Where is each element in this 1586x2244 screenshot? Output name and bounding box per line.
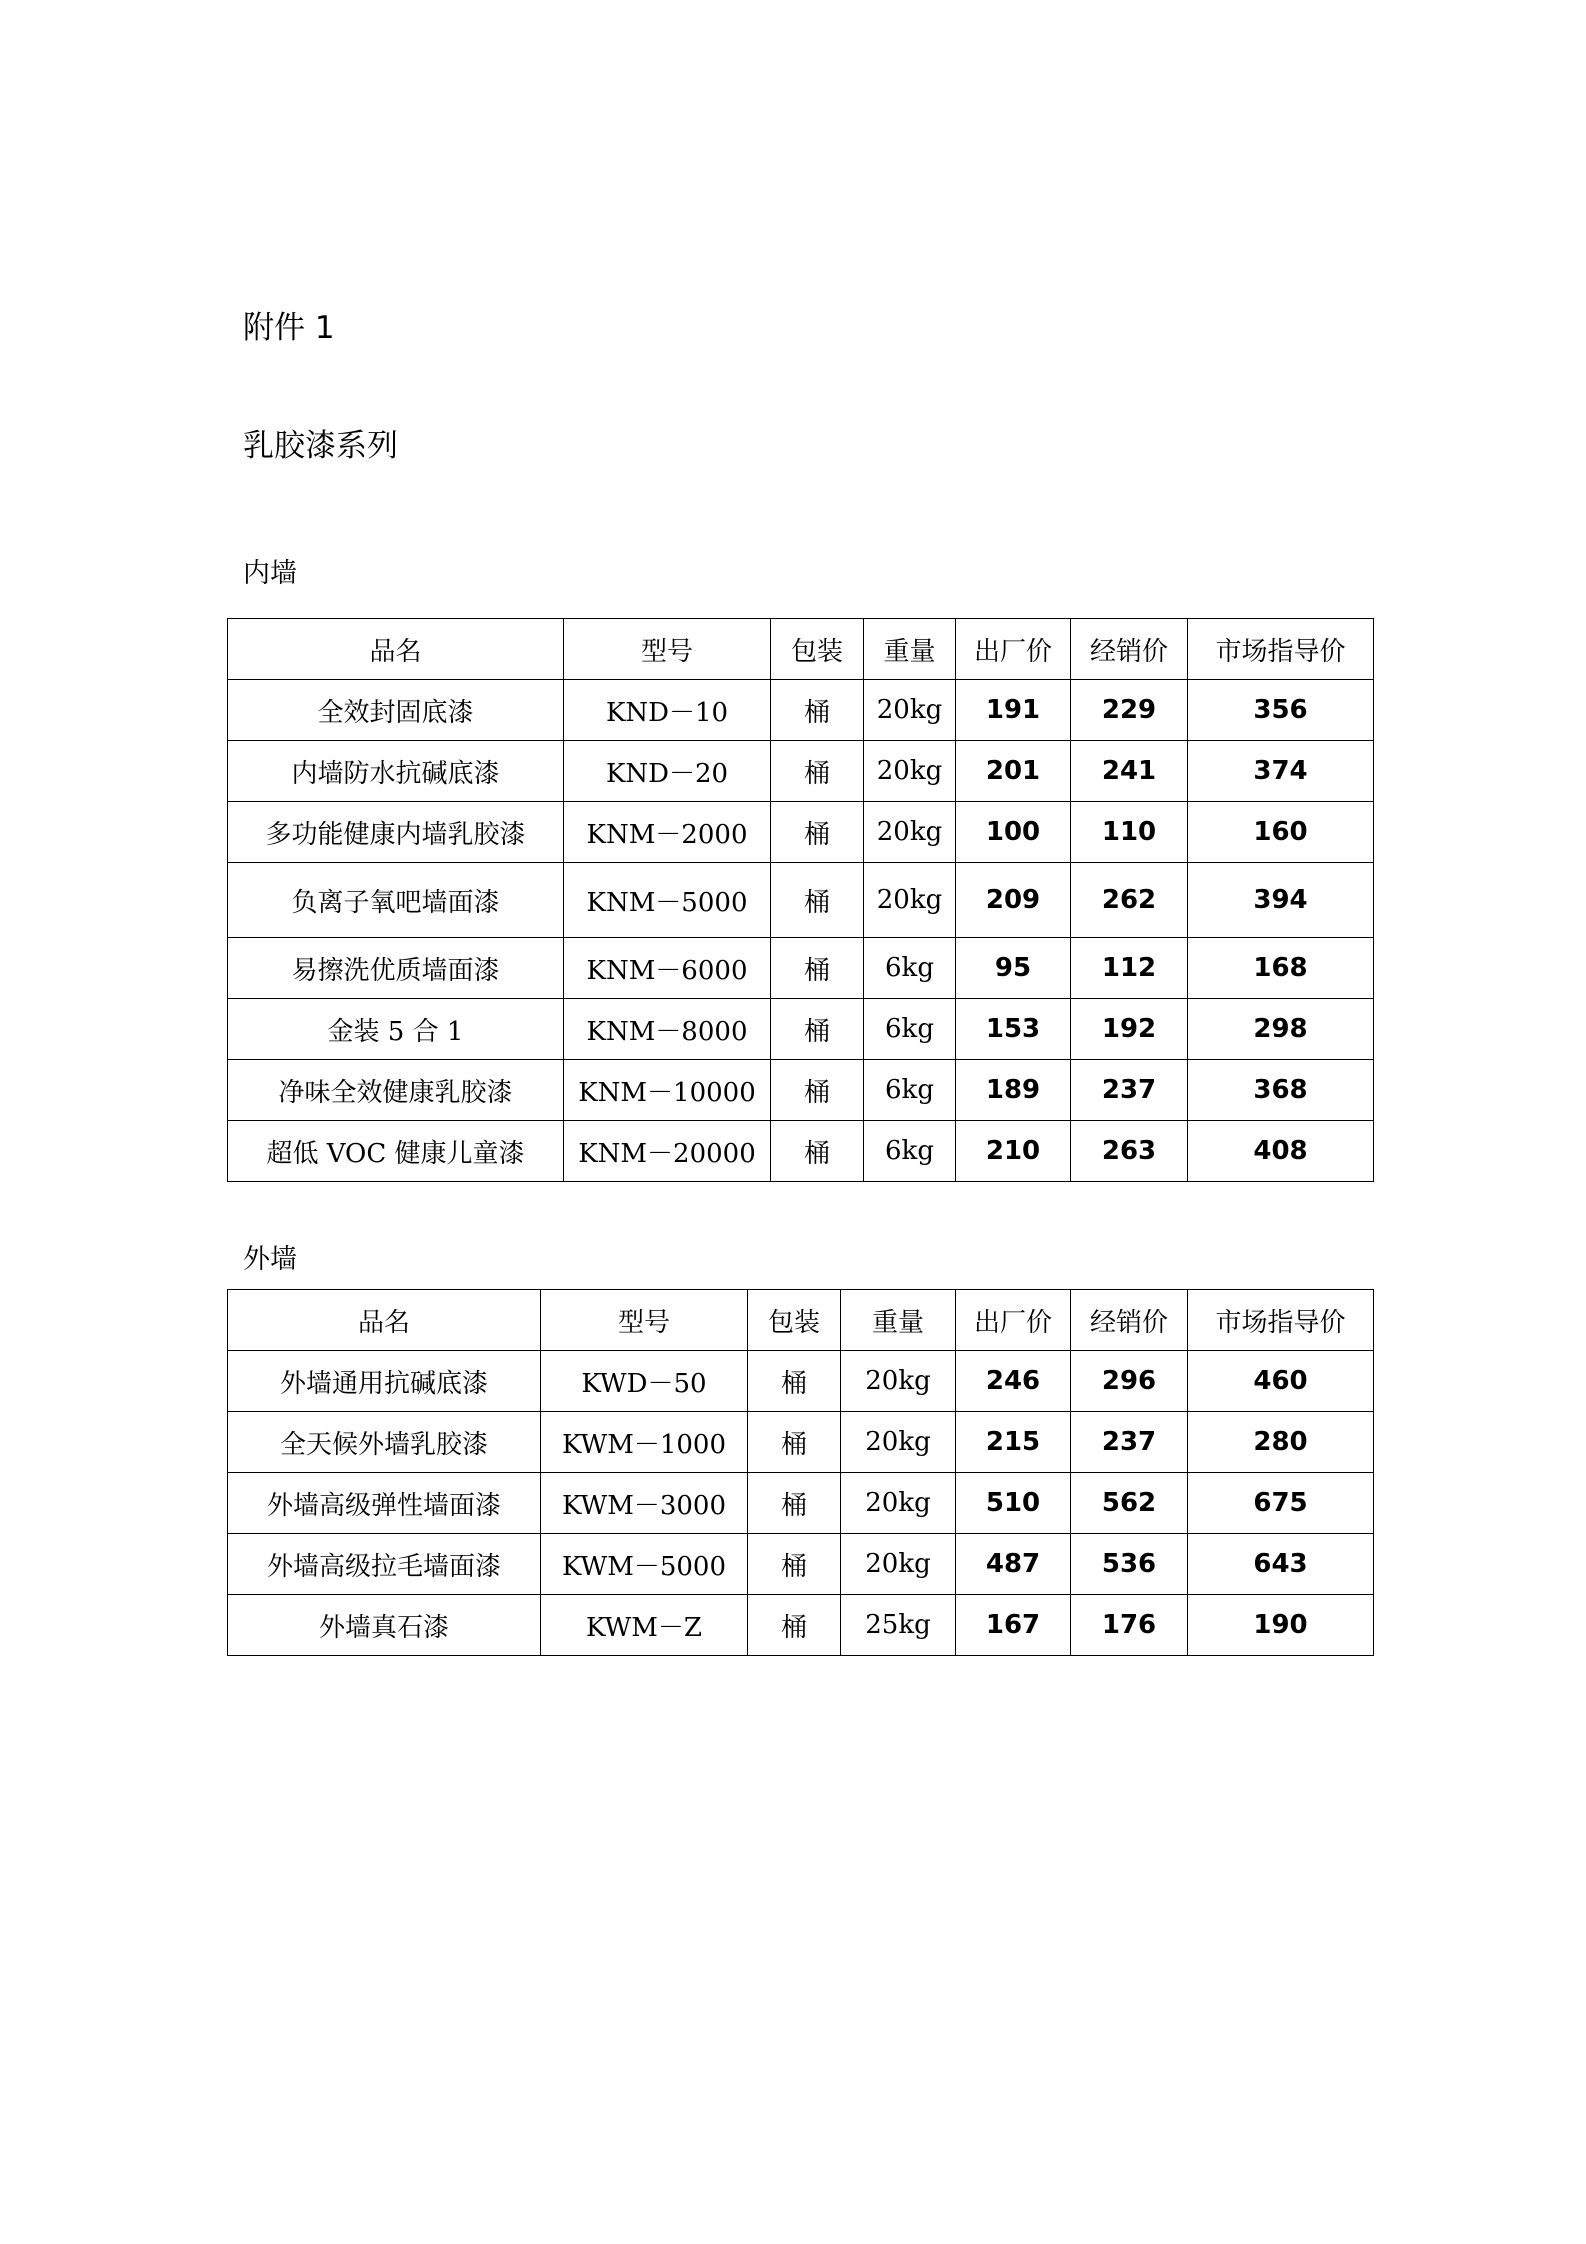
market-price: 374 [1188,741,1374,802]
factory-price: 191 [956,680,1071,741]
header-name: 品名 [228,1290,541,1351]
product-weight: 20kg [841,1351,956,1412]
product-pack: 桶 [771,999,864,1060]
product-name: 外墙高级拉毛墙面漆 [228,1534,541,1595]
product-name: 超低 VOC 健康儿童漆 [228,1121,564,1182]
table-header-row [228,1290,1374,1351]
product-weight: 6kg [864,938,956,999]
header-weight: 重量 [841,1290,956,1351]
product-name: 内墙防水抗碱底漆 [228,741,564,802]
header-dealer-price: 经销价 [1071,619,1188,680]
market-price: 168 [1188,938,1374,999]
product-weight: 20kg [841,1473,956,1534]
header-model: 型号 [541,1290,748,1351]
dealer-price: 112 [1071,938,1188,999]
factory-price: 487 [956,1534,1071,1595]
factory-price: 209 [956,863,1071,938]
product-name: 多功能健康内墙乳胶漆 [228,802,564,863]
dealer-price: 536 [1071,1534,1188,1595]
product-weight: 20kg [864,741,956,802]
product-model: KNM－10000 [564,1060,771,1121]
market-price: 460 [1188,1351,1374,1412]
product-model: KWM－5000 [541,1534,748,1595]
factory-price: 201 [956,741,1071,802]
factory-price: 246 [956,1351,1071,1412]
dealer-price: 237 [1071,1060,1188,1121]
product-name: 金装 5 合 1 [228,999,564,1060]
table-row [228,1412,1374,1473]
header-factory-price: 出厂价 [956,1290,1071,1351]
dealer-price: 241 [1071,741,1188,802]
header-factory-price: 出厂价 [956,619,1071,680]
factory-price: 189 [956,1060,1071,1121]
table-row [228,741,1374,802]
exterior-price-table [227,1289,1374,1656]
factory-price: 215 [956,1412,1071,1473]
product-pack: 桶 [771,680,864,741]
factory-price: 510 [956,1473,1071,1534]
product-model: KND－20 [564,741,771,802]
product-model: KNM－20000 [564,1121,771,1182]
dealer-price: 192 [1071,999,1188,1060]
market-price: 280 [1188,1412,1374,1473]
product-name: 净味全效健康乳胶漆 [228,1060,564,1121]
product-pack: 桶 [748,1595,841,1656]
product-model: KNM－2000 [564,802,771,863]
product-pack: 桶 [748,1534,841,1595]
header-dealer-price: 经销价 [1071,1290,1188,1351]
product-model: KNM－8000 [564,999,771,1060]
dealer-price: 263 [1071,1121,1188,1182]
product-name: 全效封固底漆 [228,680,564,741]
market-price: 160 [1188,802,1374,863]
product-model: KWD－50 [541,1351,748,1412]
product-weight: 20kg [841,1534,956,1595]
header-pack: 包装 [748,1290,841,1351]
product-pack: 桶 [748,1412,841,1473]
product-pack: 桶 [771,1121,864,1182]
table-row [228,1121,1374,1182]
table-row [228,1534,1374,1595]
product-name: 负离子氧吧墙面漆 [228,863,564,938]
market-price: 356 [1188,680,1374,741]
product-name: 易擦洗优质墙面漆 [228,938,564,999]
market-price: 394 [1188,863,1374,938]
dealer-price: 296 [1071,1351,1188,1412]
series-title: 乳胶漆系列 [243,428,398,464]
product-name: 外墙通用抗碱底漆 [228,1351,541,1412]
attachment-label: 附件 1 [243,310,335,346]
market-price: 298 [1188,999,1374,1060]
product-weight: 6kg [864,1060,956,1121]
table-row [228,1473,1374,1534]
product-pack: 桶 [771,863,864,938]
product-weight: 20kg [864,863,956,938]
product-model: KWM－1000 [541,1412,748,1473]
product-model: KNM－5000 [564,863,771,938]
product-pack: 桶 [771,1060,864,1121]
table-row [228,938,1374,999]
product-name: 外墙高级弹性墙面漆 [228,1473,541,1534]
product-model: KWM－Z [541,1595,748,1656]
product-weight: 20kg [841,1412,956,1473]
market-price: 368 [1188,1060,1374,1121]
product-model: KNM－6000 [564,938,771,999]
product-weight: 20kg [864,802,956,863]
factory-price: 100 [956,802,1071,863]
product-weight: 6kg [864,1121,956,1182]
dealer-price: 237 [1071,1412,1188,1473]
factory-price: 167 [956,1595,1071,1656]
market-price: 675 [1188,1473,1374,1534]
product-pack: 桶 [748,1473,841,1534]
dealer-price: 229 [1071,680,1188,741]
market-price: 408 [1188,1121,1374,1182]
table-header-row [228,619,1374,680]
product-pack: 桶 [771,938,864,999]
product-pack: 桶 [748,1351,841,1412]
header-market-price: 市场指导价 [1188,619,1374,680]
product-weight: 25kg [841,1595,956,1656]
table-row [228,1351,1374,1412]
interior-price-table [227,618,1374,1182]
product-pack: 桶 [771,741,864,802]
product-name: 全天候外墙乳胶漆 [228,1412,541,1473]
market-price: 190 [1188,1595,1374,1656]
dealer-price: 176 [1071,1595,1188,1656]
table-row [228,1060,1374,1121]
exterior-heading: 外墙 [243,1244,297,1275]
factory-price: 210 [956,1121,1071,1182]
header-pack: 包装 [771,619,864,680]
factory-price: 153 [956,999,1071,1060]
product-weight: 20kg [864,680,956,741]
table-row [228,863,1374,938]
market-price: 643 [1188,1534,1374,1595]
product-model: KWM－3000 [541,1473,748,1534]
table-row [228,680,1374,741]
dealer-price: 562 [1071,1473,1188,1534]
dealer-price: 262 [1071,863,1188,938]
product-pack: 桶 [771,802,864,863]
header-weight: 重量 [864,619,956,680]
interior-heading: 内墙 [243,558,297,589]
table-row [228,999,1374,1060]
table-row [228,802,1374,863]
product-weight: 6kg [864,999,956,1060]
product-name: 外墙真石漆 [228,1595,541,1656]
factory-price: 95 [956,938,1071,999]
header-name: 品名 [228,619,564,680]
header-model: 型号 [564,619,771,680]
header-market-price: 市场指导价 [1188,1290,1374,1351]
dealer-price: 110 [1071,802,1188,863]
product-model: KND－10 [564,680,771,741]
table-row [228,1595,1374,1656]
